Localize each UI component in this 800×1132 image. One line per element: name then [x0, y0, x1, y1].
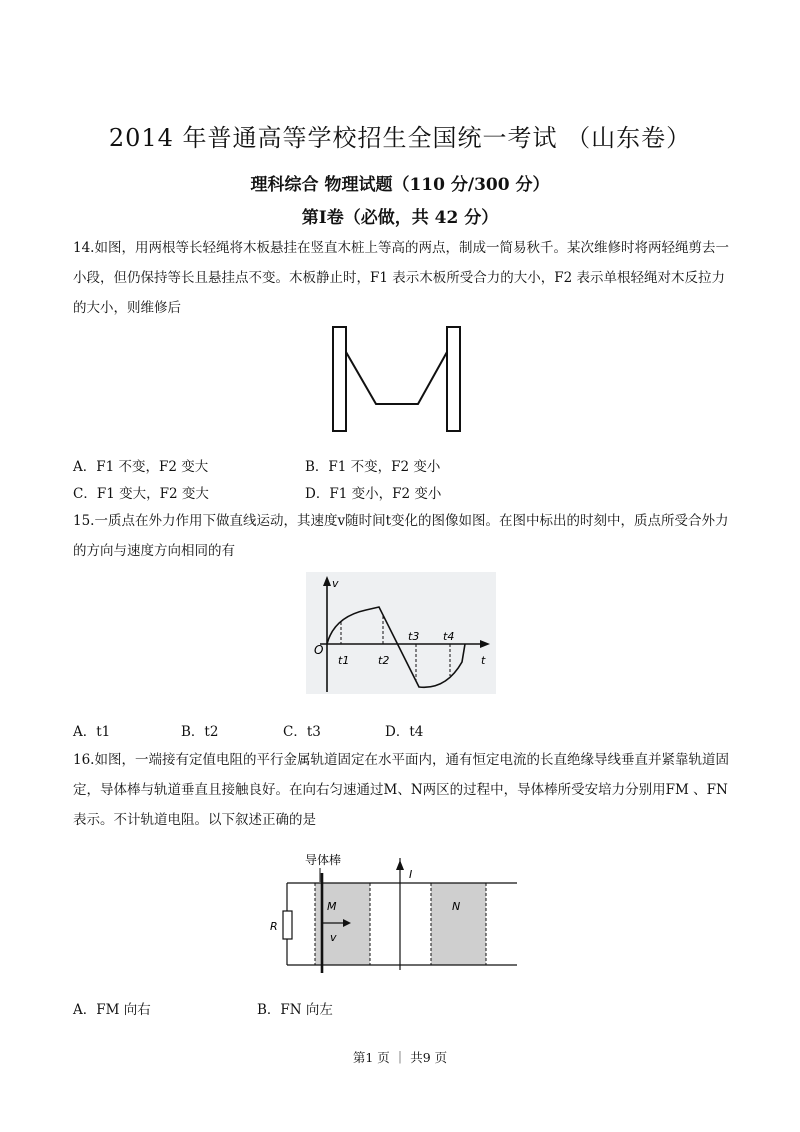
q16-option-b: B．FN 向左 [257, 1002, 333, 1018]
t-axis-label: t [481, 654, 486, 667]
resistor [283, 911, 292, 939]
page-title: 2014 年普通高等学校招生全国统一考试 （山东卷） [108, 124, 692, 152]
resistor-label: R [270, 920, 278, 933]
section-heading: 第I卷（必做，共 42 分） [301, 208, 499, 228]
question-text: 一质点在外力作用下做直线运动，其速度v随时间t变化的图像如图。在图中标出的时刻中，质点所受合外力的方向与速度方向相同的有 [73, 513, 729, 559]
question-16 [73, 745, 733, 835]
region-n [431, 883, 486, 965]
question-number: 15. [73, 513, 95, 529]
graph-background [306, 572, 496, 694]
t2-label: t2 [378, 654, 390, 667]
question-number: 14. [73, 240, 95, 256]
q15-option-c: C．t3 [283, 724, 321, 740]
q15-option-b: B．t2 [181, 724, 219, 740]
question-text: 如图，用两根等长轻绳将木板悬挂在竖直木桩上等高的两点，制成一简易秋千。某次维修时将两轻绳剪去一小段，但仍保持等长且悬挂点不变。木板静止时，F1 表示木板所受合力的大小，F2 表示单根轻绳对木反拉力的大小，则维修后 [73, 240, 729, 316]
q14-option-d: D．F1 变小，F2 变小 [305, 486, 442, 502]
question-15 [73, 506, 733, 566]
current-arrow [396, 860, 404, 870]
question-14 [73, 233, 733, 323]
t1-label: t1 [338, 654, 350, 667]
question-number: 16. [73, 752, 95, 768]
q15-option-a: A．t1 [73, 724, 111, 740]
region-m-label: M [327, 900, 337, 913]
question-text: 如图，一端接有定值电阻的平行金属轨道固定在水平面内，通有恒定电流的长直绝缘导线垂直并紧靠轨道固定，导体棒与轨道垂直且接触良好。在向右匀速通过M、N两区的过程中，导体棒所受安培力分别用FM 、FN 表示。不计轨道电阻。以下叙述正确的是 [73, 752, 729, 828]
rod-label: 导体棒 [305, 853, 342, 867]
swing-figure [326, 322, 466, 434]
velocity-label: v [330, 931, 337, 944]
q14-option-a: A．F1 不变，F2 变大 [73, 459, 209, 475]
q15-option-d: D．t4 [385, 724, 424, 740]
q14-option-b: B．F1 不变，F2 变小 [305, 459, 441, 475]
t4-label: t4 [443, 630, 455, 643]
v-axis-label: v [332, 577, 339, 590]
q14-option-c: C．F1 变大，F2 变大 [73, 486, 209, 502]
q16-option-a: A．FM 向右 [73, 1002, 151, 1018]
left-post [333, 327, 346, 431]
page-footer: 第1 页 ｜ 共9 页 [352, 1050, 448, 1065]
origin-label: O [314, 643, 324, 657]
exam-subtitle: 理科综合 物理试题（110 分/300 分） [250, 175, 550, 195]
t3-label: t3 [408, 630, 420, 643]
right-post [447, 327, 460, 431]
current-label: I [409, 868, 413, 881]
ropes-and-board [346, 352, 447, 404]
velocity-time-graph [306, 572, 496, 694]
rail-figure [265, 848, 525, 978]
region-n-label: N [452, 900, 461, 913]
